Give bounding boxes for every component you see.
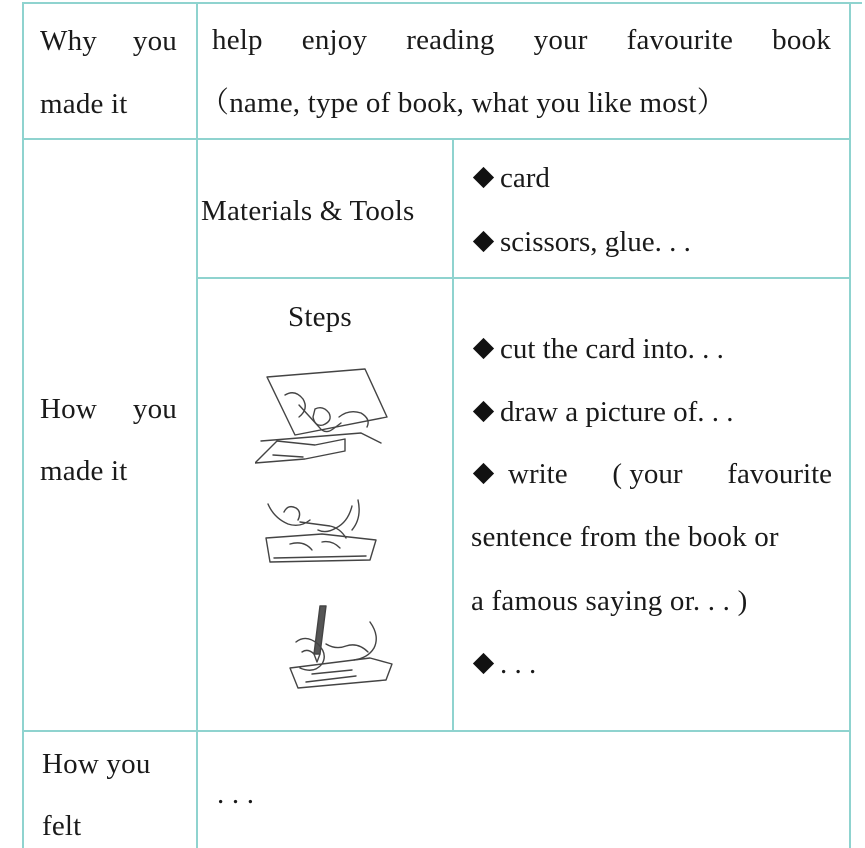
inner-column-divider [452, 138, 454, 732]
why-label-line1 [40, 27, 177, 56]
diamond-bullet-icon [473, 231, 494, 252]
step-item-draw [470, 398, 734, 427]
step-text: cut the card into. . . [500, 333, 724, 365]
content-word: enjoy [301, 24, 368, 56]
write-group [470, 460, 568, 489]
label-column-divider [196, 2, 198, 848]
diamond-bullet-icon [473, 338, 494, 359]
step-word: favourite [727, 458, 832, 490]
step-write-line3: a famous saying or. . . ) [471, 585, 748, 617]
how-made-label-line1 [40, 395, 177, 424]
step-text: . . . [500, 648, 537, 680]
cutting-card-illustration [255, 365, 395, 475]
how-felt-content: . . . [217, 778, 255, 810]
how-felt-label-line2: felt [42, 810, 82, 842]
steps-header: Steps [288, 301, 352, 333]
diamond-bullet-icon [473, 401, 494, 422]
row-divider-how-made [22, 730, 851, 732]
why-content-line2: （name, type of book, what you like most） [200, 87, 726, 119]
content-word: reading [406, 24, 495, 56]
how-felt-label-line1: How you [42, 748, 151, 780]
drawing-with-pen-illustration [282, 602, 400, 692]
diamond-bullet-icon [473, 167, 494, 188]
you-word: you [132, 393, 177, 425]
content-word: your [533, 24, 588, 56]
material-item-scissors [470, 228, 691, 257]
diamond-bullet-icon [473, 463, 494, 484]
how-made-label-line2: made it [40, 455, 128, 487]
content-word: book [772, 24, 831, 56]
step-write-line2: sentence from the book or [471, 521, 779, 553]
why-word: Why [40, 25, 97, 57]
step-word: ( your [612, 458, 683, 490]
material-text: scissors, glue. . . [500, 226, 691, 258]
folding-card-illustration [260, 498, 390, 570]
table-border-top [22, 2, 862, 4]
how-word: How [40, 393, 97, 425]
diamond-bullet-icon [473, 653, 494, 674]
you-word: you [132, 25, 177, 57]
step-text: draw a picture of. . . [500, 396, 734, 428]
material-item-card [470, 164, 550, 193]
materials-tools-header: Materials & Tools [201, 195, 415, 227]
content-word: favourite [626, 24, 734, 56]
step-item-write [470, 460, 832, 489]
step-item-more [470, 650, 536, 679]
why-label-line2: made it [40, 88, 128, 120]
content-word: help [212, 24, 263, 56]
table-border-left [22, 2, 24, 848]
step-word: write [508, 458, 568, 490]
material-text: card [500, 162, 550, 194]
materials-steps-divider [196, 277, 851, 279]
step-item-cut [470, 335, 724, 364]
row-divider-why [22, 138, 851, 140]
why-content-line1 [212, 26, 831, 55]
table-border-right [849, 2, 851, 848]
